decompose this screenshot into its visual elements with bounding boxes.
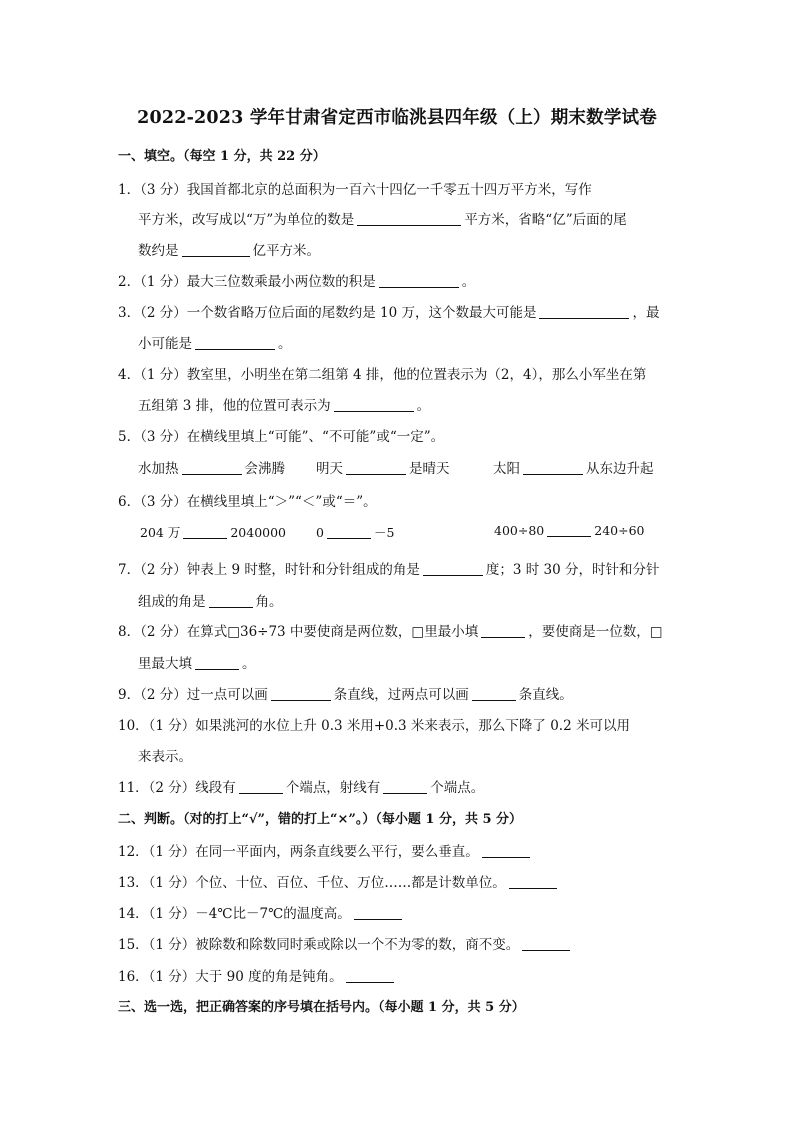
answer-blank[interactable] [357,212,461,226]
answer-blank[interactable] [522,937,570,951]
answer-blank[interactable] [523,461,583,475]
page-title: 2022-2023 学年甘肃省定西市临洮县四年级（上）期末数学试卷 [137,108,657,128]
question-7-line-2: 组成的角是 角。 [138,594,283,610]
section-3-heading: 三、选一选，把正确答案的序号填在括号内。（每小题 1 分，共 5 分） [118,1000,525,1015]
question-2: 2．（1 分）最大三位数乘最小两位数的积是 。 [118,274,476,290]
question-14: 14．（1 分）－4℃比－7℃的温度高。 [118,902,405,922]
question-3-line-2: 小可能是 。 [138,336,292,352]
answer-blank[interactable] [209,594,253,608]
question-15: 15．（1 分）被除数和除数同时乘或除以一个不为零的数，商不变。 [118,933,573,953]
answer-blank[interactable] [182,461,242,475]
exam-page: 2022-2023 学年甘肃省定西市临洮县四年级（上）期末数学试卷 一、填空。（每空 1 分，共 22 分） 1．（3 分）我国首都北京的总面积为一百六十四亿一千零五十四万平方米，写作 平方米，改写成以“万”为单位的数是 平方米，省略“亿”后面的尾 数约是 亿平方米。 2．（1 分）最大三位数乘最小两位数的积是 。 3．（2 分）一个数省略万位后面的尾数约是 10 万，这个数最大可能是 ，最 小可能是 。 4．（1 分）教室里，小明坐在第二组第 4 排，他的位置表示为（2，4），那么小军坐在第 五组第 3 排，他的位置可表示为 。 5．（3 分）在横线里填上“可能”、“不可能”或“一定”。 水加热 会沸腾 明天 是晴天 太阳 从东边升起 6．（3 分）在横线里填上“＞”“＜”或“＝”。 204 万 2040000 0 －5 400÷80 240÷60 7．（2 分）钟表上 9 时整，时针和分针组成的角是 度；3 时 30 分，时针和分针 组成的角是 角。 8．（2 分）在算式□36÷73 中要使商是两位数，□里最小填 ，要使商是一位数，□ 里最大填 。 9．（2 分）过一点可以画 条直线，过两点可以画 条直线。 10．（1 分）如果洮河的水位上升 0.3 米用+0.3 米来表示，那么下降了 0.2 米可以用 来表示。 11．（2 分）线段有 个端点，射线有 个端点。 二、判断。（对的打上“√”，错的打上“×”。）（每小题 1 分，共 5 分） 12．（1 分）在同一平面内，两条直线要么平行，要么垂直。 13．（1 分）个位、十位、百位、千位、万位……都是计数单位。 14．（1 分）－4℃比－7℃的温度高。 15．（1 分）被除数和除数同时乘或除以一个不为零的数，商不变。 16．（1 分）大于 90 度的角是钝角。 三、选一选，把正确答案的序号填在括号内。（每小题 1 分，共 5 分） [0,0,794,1123]
question-1-line-2: 平方米，改写成以“万”为单位的数是 平方米，省略“亿”后面的尾 [138,212,627,228]
question-11: 11．（2 分）线段有 个端点，射线有 个端点。 [118,780,485,796]
question-13: 13．（1 分）个位、十位、百位、千位、万位……都是计数单位。 [118,871,560,891]
answer-blank[interactable] [239,780,283,794]
question-4-line-2: 五组第 3 排，他的位置可表示为 。 [138,398,431,414]
answer-blank[interactable] [509,875,557,889]
answer-blank[interactable] [423,562,483,576]
question-1-line-1: 1．（3 分）我国首都北京的总面积为一百六十四亿一千零五十四万平方米，写作 [118,182,592,198]
answer-blank[interactable] [354,906,402,920]
question-10-line-1: 10．（1 分）如果洮河的水位上升 0.3 米用+0.3 米来表示，那么下降了 0.2 米可以用 [118,718,630,734]
answer-blank[interactable] [547,523,591,537]
answer-blank[interactable] [346,461,406,475]
question-7-line-1: 7．（2 分）钟表上 9 时整，时针和分针组成的角是 度；3 时 30 分，时针和分针 [118,562,660,578]
question-6: 6．（3 分）在横线里填上“＞”“＜”或“＝”。 [118,494,377,510]
answer-blank[interactable] [334,398,414,412]
question-4-line-1: 4．（1 分）教室里，小明坐在第二组第 4 排，他的位置表示为（2，4），那么小军坐在第 [118,367,647,383]
answer-blank[interactable] [195,656,239,670]
question-1-line-3: 数约是 亿平方米。 [138,243,320,259]
answer-blank[interactable] [379,274,459,288]
question-8-line-2: 里最大填 。 [138,656,256,672]
section-2-heading: 二、判断。（对的打上“√”，错的打上“×”。）（每小题 1 分，共 5 分） [118,812,523,827]
question-10-line-2: 来表示。 [138,749,192,765]
answer-blank[interactable] [271,687,331,701]
answer-blank[interactable] [481,624,525,638]
answer-blank[interactable] [482,844,530,858]
question-9: 9．（2 分）过一点可以画 条直线，过两点可以画 条直线。 [118,687,573,703]
answer-blank[interactable] [195,336,275,350]
question-8-line-1: 8．（2 分）在算式□36÷73 中要使商是两位数，□里最小填 ，要使商是一位数，□ [118,624,663,640]
answer-blank[interactable] [183,525,227,539]
answer-blank[interactable] [346,969,394,983]
question-16: 16．（1 分）大于 90 度的角是钝角。 [118,965,397,985]
question-3-line-1: 3．（2 分）一个数省略万位后面的尾数约是 10 万，这个数最大可能是 ，最 [118,305,660,321]
section-1-heading: 一、填空。（每空 1 分，共 22 分） [118,149,326,164]
answer-blank[interactable] [383,780,427,794]
question-5: 5．（3 分）在横线里填上“可能”、“不可能”或“一定”。 [118,429,445,445]
answer-blank[interactable] [182,243,250,257]
answer-blank[interactable] [539,305,629,319]
question-12: 12．（1 分）在同一平面内，两条直线要么平行，要么垂直。 [118,840,533,860]
answer-blank[interactable] [472,687,516,701]
answer-blank[interactable] [327,525,371,539]
